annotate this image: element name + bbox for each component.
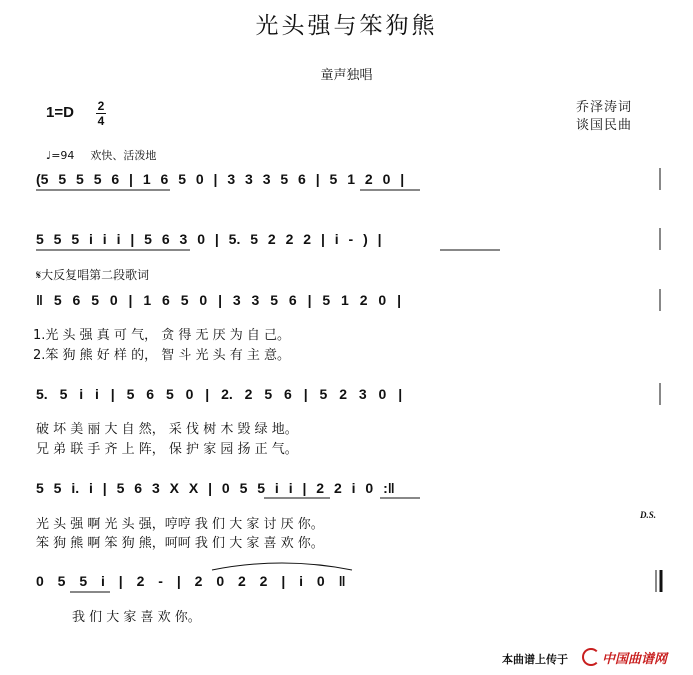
score-line-2: 5 5 5 i i i | 5 6 3 0 | 5. 5 2 2 2 | i - ) | xyxy=(36,231,382,247)
song-title: 光头强与笨狗熊 xyxy=(255,13,438,39)
dal-segno-mark: D.S. xyxy=(640,510,657,520)
lyric-line-5-verse-1: 光 头 强 啊 光 头 强，哼哼 我 们 大 家 讨 厌 你。 xyxy=(36,517,324,532)
score-line-1: (5 5 5 5 6 | 1 6 5 0 | 3 3 3 5 6 | 5 1 2 0 | xyxy=(36,171,405,187)
site-name: 中国曲谱网 xyxy=(602,652,668,667)
lyric-line-4-verse-2: 兄 弟 联 手 齐 上 阵， 保 护 家 园 扬 正 气。 xyxy=(36,442,298,457)
tie-arc xyxy=(212,563,352,570)
meter-bottom: 4 xyxy=(97,114,105,128)
score-line-6: 0 5 5 i | 2 - | 2 0 2 2 | i 0 ‖ xyxy=(36,573,346,589)
segno-instruction: 𝄋大反复唱第二段歌词 xyxy=(36,268,150,282)
lyricist-credit: 乔泽涛词 xyxy=(576,100,633,115)
meter-top: 2 xyxy=(97,99,105,113)
tempo-mark: ♩=94 xyxy=(46,149,75,162)
score-line-5: 5 5 i. i | 5 6 3 X X | 0 5 5 i i | 2 2 i 0 :‖ xyxy=(36,480,395,496)
key-signature: 1=D xyxy=(46,104,74,121)
lyric-line-3-verse-1: 1.光 头 强 真 可 气， 贪 得 无 厌 为 自 己。 xyxy=(33,328,290,343)
composer-credit: 谈国民曲 xyxy=(576,118,633,133)
score-line-4: 5. 5 i i | 5 6 5 0 | 2. 2 5 6 | 5 2 3 0 | xyxy=(36,386,403,402)
tempo-mood: 欢快、活泼地 xyxy=(90,149,157,162)
lyric-line-6: 我 们 大 家 喜 欢 你。 xyxy=(72,610,201,625)
lyric-line-4-verse-1: 破 坏 美 丽 大 自 然， 采 伐 树 木 毁 绿 地。 xyxy=(36,422,298,437)
logo-swirl-icon xyxy=(582,648,600,666)
performance-note: 童声独唱 xyxy=(320,68,373,83)
score-line-3: ‖ 5 6 5 0 | 1 6 5 0 | 3 3 5 6 | 5 1 2 0 | xyxy=(36,292,402,308)
site-logo xyxy=(582,648,667,667)
lyric-line-5-verse-2: 笨 狗 熊 啊 笨 狗 熊，呵呵 我 们 大 家 喜 欢 你。 xyxy=(36,536,324,551)
upload-note: 本曲谱上传于 xyxy=(502,653,568,666)
lyric-line-3-verse-2: 2.笨 狗 熊 好 样 的， 智 斗 光 头 有 主 意。 xyxy=(33,348,290,363)
